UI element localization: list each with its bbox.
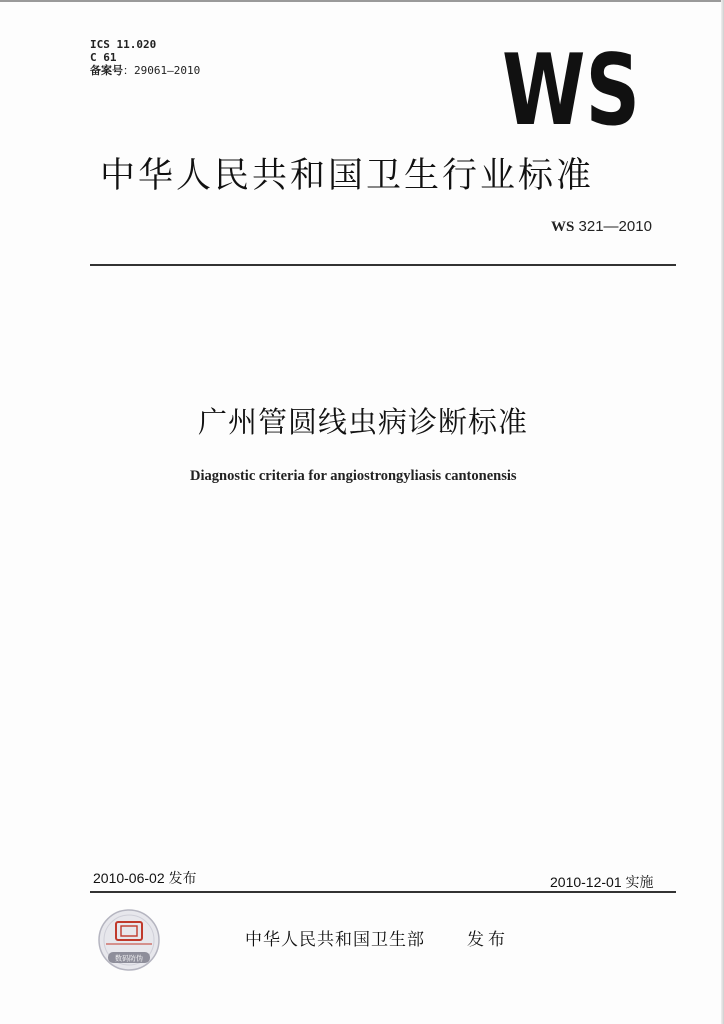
ccs-code: C 61 — [90, 51, 117, 64]
ws-logo — [502, 34, 642, 148]
record-number: 备案号：29061—2010 — [90, 64, 201, 77]
scan-edge-top — [0, 0, 724, 2]
standard-number — [551, 218, 652, 236]
classification-block — [90, 38, 200, 77]
standard-title-cn: 广州管圆线虫病诊断标准 — [198, 405, 529, 439]
publisher-name: 中华人民共和国卫生部 — [245, 930, 425, 950]
ics-code: ICS 11.020 — [90, 38, 157, 51]
implementation-date: 2010-12-01 实施 — [550, 874, 654, 890]
category-title: 中华人民共和国卫生行业标准 — [100, 156, 595, 196]
header-divider — [90, 264, 676, 266]
anti-counterfeit-seal — [96, 908, 162, 972]
standard-title-en: Diagnostic criteria for angiostrongyliasis cantonensis — [190, 468, 517, 484]
footer-divider — [90, 891, 676, 893]
ws-logo-text: WS — [502, 34, 640, 148]
publish-label: 发布 — [467, 930, 509, 950]
seal-text: 数码防伪 — [115, 954, 143, 963]
standard-number-value: 321—2010 — [578, 218, 652, 235]
issue-date: 2010-06-02 发布 — [93, 870, 197, 886]
standard-prefix: WS — [551, 219, 575, 235]
